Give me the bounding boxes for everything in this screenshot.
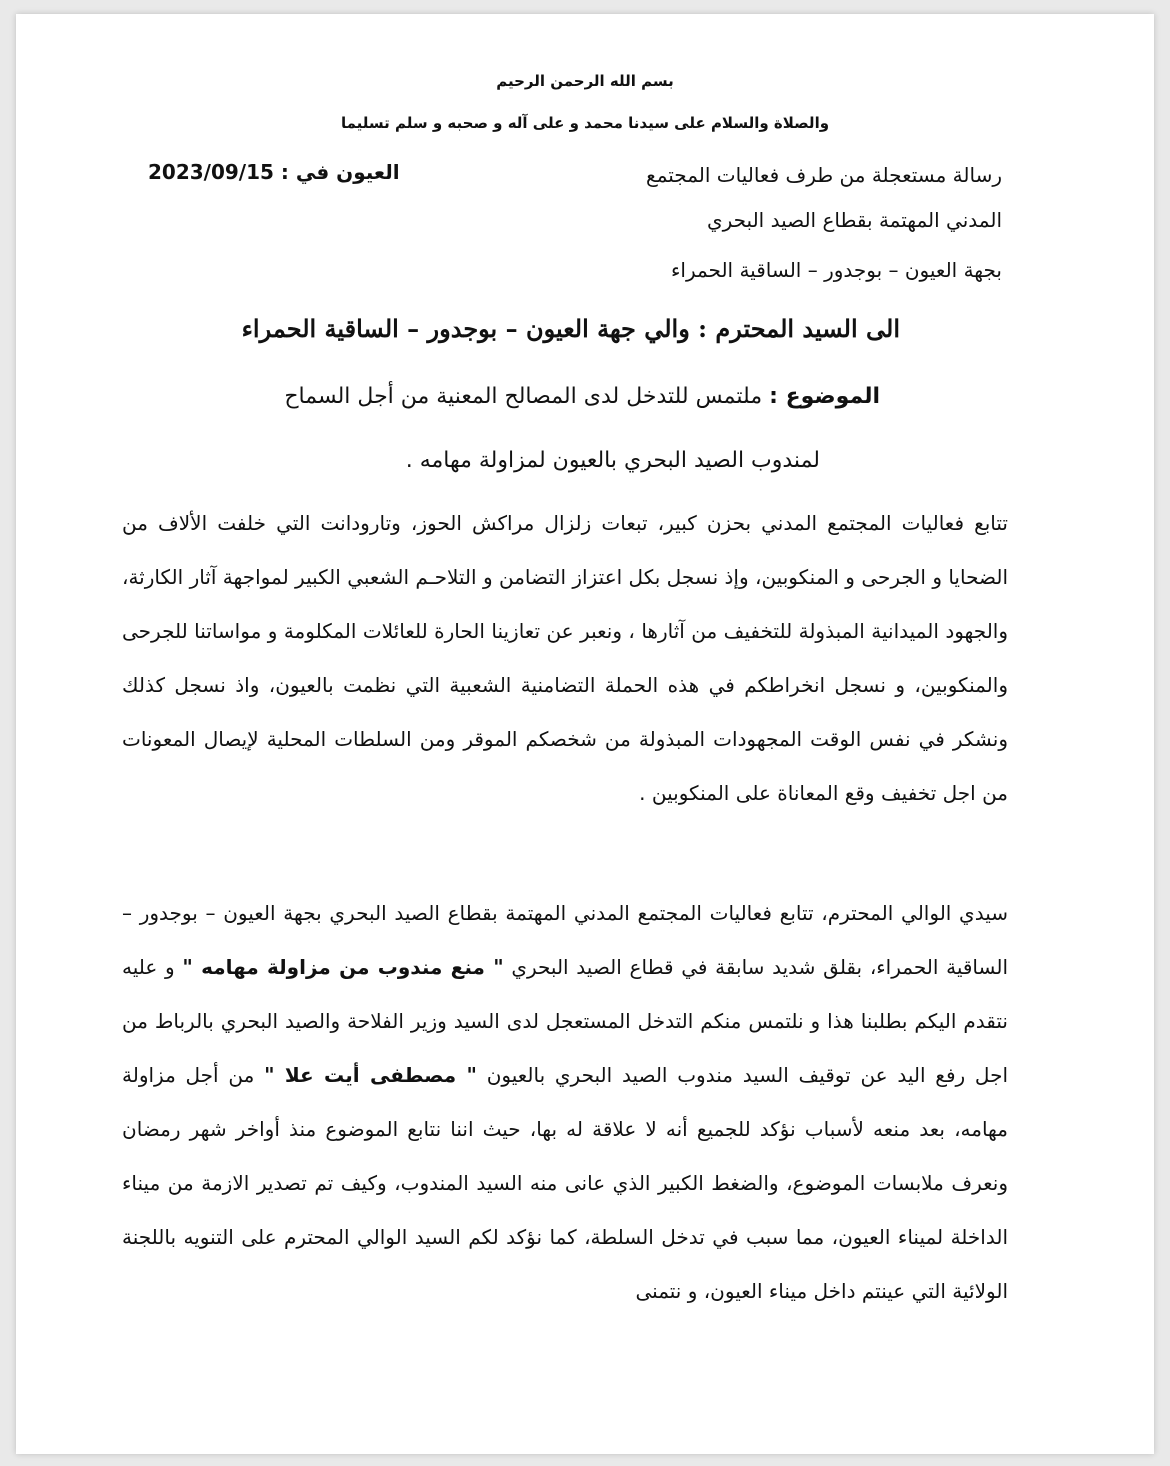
paragraph-2-part-3: من أجل مزاولة مهامه، بعد منعه لأسباب نؤكد للجميع أنه لا علاقة له بها، حيث اننا نتابع الموضوع منذ أواخر شهر رمضان ونعرف ملابسات الموضوع، والضغط الكبير الذي عانى منه السيد المندوب، وكيف تم تصدير الازمة من ميناء الداخلة لميناء العيون، مما سبب في تدخل السلطة، كما نؤكد لكم السيد الوالي المحترم على التنويه باللجنة الولائية التي عينتم داخل ميناء العيون، و نتمنى [122, 1063, 1008, 1303]
paragraph-2-bold-1: " منع مندوب من مزاولة مهامه " [182, 955, 504, 979]
subject-line-2: لمندوب الصيد البحري بالعيون لمزاولة مهامه . [405, 448, 820, 473]
recipient-line: الى السيد المحترم : والي جهة العيون – بوجدور – الساقية الحمراء [241, 314, 900, 343]
paragraph-1: تتابع فعاليات المجتمع المدني بحزن كبير، تبعات زلزال مراكش الحوز، وتارودانت التي خلفت الألاف من الضحايا و الجرحى و المنكوبين، وإذ نسجل بكل اعتزاز التضامن و التلاحـم الشعبي الكبير لمواجهة آثار الكارثة، والجهود الميدانية المبذولة للتخفيف من آثارها ، ونعبر عن تعازينا الحارة للعائلات المكلومة و مواساتنا للجرحى والمنكوبين، و نسجل انخراطكم في هذه الحملة التضامنية الشعبية التي نظمت بالعيون، واذ نسجل كذلك ونشكر في نفس الوقت المجهودات المبذولة من شخصكم الموقر ومن السلطات المحلية لإيصال المعونات من اجل تخفيف وقع المعاناة على المنكوبين . [122, 511, 1008, 805]
subject-line-1 [284, 384, 880, 409]
subject-text-1: ملتمس للتدخل لدى المصالح المعنية من أجل السماح [284, 384, 763, 409]
paragraph-2-bold-2: " مصطفى أيت علا " [264, 1063, 477, 1087]
basmala: بسم الله الرحمن الرحيم [496, 72, 674, 90]
date-label: العيون في : [280, 160, 400, 184]
sender-line-3: بجهة العيون – بوجدور – الساقية الحمراء [670, 258, 1002, 282]
subject-label: الموضوع : [769, 384, 880, 409]
sender-line-1: رسالة مستعجلة من طرف فعاليات المجتمع [646, 163, 1002, 187]
paragraph-2-part-2: و عليه نتقدم اليكم بطلبنا هذا و نلتمس منكم التدخل المستعجل لدى السيد وزير الفلاحة والصيد البحري بالرباط من اجل رفع اليد عن توقيف السيد مندوب الصيد البحري بالعيون [122, 955, 1008, 1087]
date-block [148, 160, 400, 184]
paragraph-2 [122, 886, 1008, 1318]
paragraph-2-part-1: سيدي الوالي المحترم، تتابع فعاليات المجتمع المدني المهتمة بقطاع الصيد البحري بجهة العيون – بوجدور – الساقية الحمراء، بقلق شديد سابقة في قطاع الصيد البحري [122, 901, 1008, 979]
salat-line: والصلاة والسلام على سيدنا محمد و على آله و صحبه و سلم تسليما [340, 114, 830, 132]
date-value: 2023/09/15 [148, 160, 274, 184]
sender-line-2: المدني المهتمة بقطاع الصيد البحري [706, 208, 1002, 232]
